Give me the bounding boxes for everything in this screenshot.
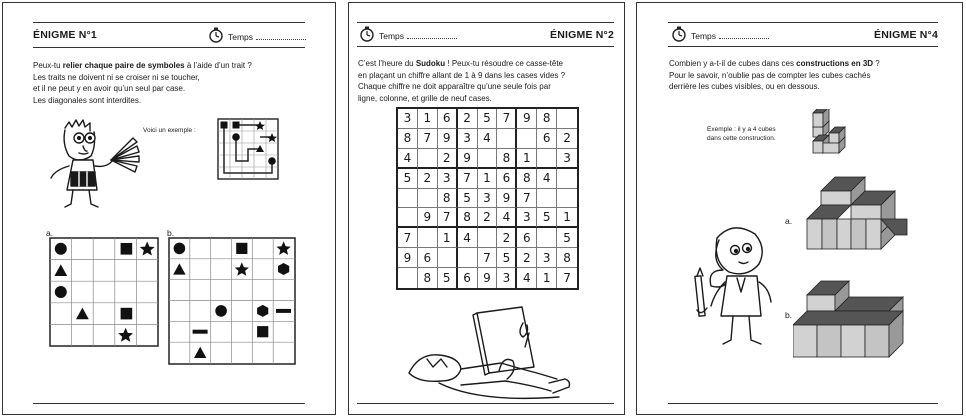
puzzle-grid-a bbox=[49, 237, 159, 347]
example-cubes bbox=[807, 109, 857, 157]
sudoku-cell[interactable]: 7 bbox=[418, 129, 438, 149]
rule-line-2: et il ne peut y en avoir qu’un seul par case. bbox=[33, 84, 186, 93]
sudoku-cell[interactable]: 3 bbox=[557, 149, 577, 169]
sudoku-cell[interactable] bbox=[537, 228, 557, 248]
sudoku-cell[interactable]: 7 bbox=[497, 109, 517, 129]
sudoku-cell[interactable]: 6 bbox=[537, 129, 557, 149]
page-title: ÉNIGME N°2 bbox=[550, 29, 614, 41]
instructions bbox=[358, 58, 620, 104]
temps-label: Temps bbox=[691, 31, 717, 41]
sudoku-cell[interactable] bbox=[418, 189, 438, 209]
sudoku-cell[interactable]: 8 bbox=[537, 109, 557, 129]
footer-rule bbox=[668, 403, 938, 404]
sudoku-cell[interactable] bbox=[478, 228, 498, 248]
sudoku-cell[interactable]: 7 bbox=[517, 189, 537, 209]
stopwatch-icon bbox=[207, 26, 225, 44]
puzzle-grid-b bbox=[168, 237, 296, 365]
boy-with-fan-illustration bbox=[43, 116, 148, 211]
construction-b-label: b. bbox=[785, 310, 793, 320]
sudoku-cell[interactable]: 3 bbox=[398, 109, 418, 129]
sudoku-cell[interactable]: 7 bbox=[458, 169, 478, 189]
sudoku-cell[interactable]: 8 bbox=[438, 189, 458, 209]
sudoku-cell[interactable] bbox=[398, 268, 418, 288]
sudoku-cell[interactable]: 8 bbox=[458, 208, 478, 228]
sudoku-cell[interactable]: 9 bbox=[418, 208, 438, 228]
header-rule bbox=[357, 22, 614, 23]
enigme-2-page bbox=[348, 2, 625, 415]
sudoku-cell[interactable]: 4 bbox=[398, 149, 418, 169]
sudoku-cell[interactable]: 3 bbox=[438, 169, 458, 189]
sudoku-cell[interactable] bbox=[537, 189, 557, 209]
temps-dotted-line bbox=[256, 31, 306, 40]
sudoku-cell[interactable]: 3 bbox=[497, 268, 517, 288]
intro-text-bold: relier chaque paire de symboles bbox=[62, 61, 185, 70]
sudoku-cell[interactable] bbox=[398, 208, 418, 228]
sudoku-cell[interactable]: 6 bbox=[438, 109, 458, 129]
cube-construction-b bbox=[793, 273, 923, 363]
sudoku-cell[interactable]: 7 bbox=[438, 208, 458, 228]
sudoku-cell[interactable]: 8 bbox=[418, 268, 438, 288]
sudoku-cell[interactable]: 1 bbox=[557, 208, 577, 228]
sudoku-cell[interactable]: 5 bbox=[398, 169, 418, 189]
rule-line-1: en plaçant un chiffre allant de 1 à 9 dans les cases vides ? bbox=[358, 70, 566, 80]
sudoku-cell[interactable] bbox=[398, 189, 418, 209]
rule-line-1: Les traits ne doivent ni se croiser ni se toucher, bbox=[33, 72, 200, 82]
sudoku-cell[interactable] bbox=[517, 129, 537, 149]
temps-label: Temps bbox=[379, 31, 405, 41]
construction-a-label: a. bbox=[785, 216, 793, 226]
intro-text-bold: constructions en 3D bbox=[796, 59, 874, 68]
sudoku-cell[interactable]: 1 bbox=[418, 109, 438, 129]
sudoku-cell[interactable]: 5 bbox=[557, 228, 577, 248]
sudoku-cell[interactable]: 6 bbox=[458, 268, 478, 288]
sudoku-cell[interactable]: 2 bbox=[478, 208, 498, 228]
example-label: Voici un exemple : bbox=[143, 127, 196, 134]
rule-line-1: Pour le savoir, n’oublie pas de compter les cubes cachés bbox=[669, 70, 871, 80]
sudoku-cell[interactable]: 4 bbox=[497, 208, 517, 228]
sudoku-cell[interactable] bbox=[418, 228, 438, 248]
sudoku-cell[interactable]: 9 bbox=[478, 268, 498, 288]
example-caption-line-2: dans cette construction. bbox=[707, 135, 776, 142]
cube-construction-a bbox=[799, 173, 919, 263]
header-rule bbox=[668, 46, 938, 47]
sudoku-cell[interactable]: 1 bbox=[537, 268, 557, 288]
sudoku-cell[interactable] bbox=[557, 169, 577, 189]
page-title: ÉNIGME N°1 bbox=[33, 29, 97, 41]
sudoku-cell[interactable]: 7 bbox=[563, 271, 571, 286]
sudoku-cell[interactable]: 2 bbox=[517, 248, 537, 268]
sudoku-cell[interactable]: 4 bbox=[537, 169, 557, 189]
temps-label: Temps bbox=[228, 32, 254, 42]
temps-field bbox=[228, 31, 306, 42]
intro-text-pre: C’est l’heure du bbox=[358, 59, 416, 68]
sudoku-cell[interactable]: 4 bbox=[458, 228, 478, 248]
sudoku-cell[interactable]: 2 bbox=[458, 109, 478, 129]
stopwatch-icon bbox=[670, 25, 688, 43]
sudoku-cell[interactable] bbox=[458, 248, 478, 268]
intro-text-post: ! Peux-tu résoudre ce casse-tête bbox=[445, 59, 563, 68]
sudoku-cell[interactable]: 2 bbox=[438, 149, 458, 169]
sudoku-cell[interactable]: 1 bbox=[478, 169, 498, 189]
sudoku-cell[interactable]: 3 bbox=[537, 248, 557, 268]
enigme-4-page bbox=[636, 2, 963, 415]
sudoku-cell[interactable] bbox=[557, 189, 577, 209]
sudoku-cell[interactable]: 4 bbox=[517, 268, 537, 288]
sudoku-cell[interactable]: 6 bbox=[517, 228, 537, 248]
sudoku-cell[interactable]: 5 bbox=[497, 248, 517, 268]
rule-line-3: ligne, colonne, et grille de neuf cases. bbox=[358, 93, 492, 103]
intro-text-bold: Sudoku bbox=[415, 59, 446, 68]
intro-text-pre: Peux-tu bbox=[33, 61, 63, 70]
header-rule bbox=[357, 46, 614, 47]
intro-text-pre: Combien y a-t-il de cubes dans ces bbox=[669, 59, 797, 68]
sudoku-cell[interactable]: 6 bbox=[418, 248, 438, 268]
sudoku-cell[interactable]: 2 bbox=[418, 169, 438, 189]
sudoku-cell[interactable] bbox=[537, 149, 557, 169]
sudoku-cell[interactable] bbox=[438, 248, 458, 268]
rule-line-2: derrière les cubes visibles, ou en dessous. bbox=[669, 82, 820, 91]
sudoku-cell[interactable]: 5 bbox=[537, 208, 557, 228]
example-grid bbox=[217, 118, 279, 180]
sudoku-cell[interactable] bbox=[478, 149, 498, 169]
sudoku-cell[interactable]: 7 bbox=[478, 248, 498, 268]
intro-text-post: à l’aide d’un trait ? bbox=[184, 61, 252, 70]
sudoku-cell[interactable]: 4 bbox=[478, 129, 498, 149]
sudoku-cell[interactable]: 3 bbox=[478, 189, 498, 209]
sudoku-cell[interactable]: 5 bbox=[438, 268, 458, 288]
temps-dotted-line bbox=[407, 30, 457, 39]
example-caption bbox=[707, 125, 776, 143]
footer-rule bbox=[357, 403, 614, 404]
sudoku-cell[interactable]: 8 bbox=[557, 248, 577, 268]
intro-text-post: ? bbox=[873, 59, 880, 68]
sudoku-cell[interactable] bbox=[497, 129, 517, 149]
sudoku-cell[interactable]: 8 bbox=[398, 129, 418, 149]
sudoku-cell[interactable]: 2 bbox=[497, 228, 517, 248]
header-rule bbox=[33, 47, 305, 48]
sudoku-cell[interactable]: 9 bbox=[458, 149, 478, 169]
sudoku-cell[interactable]: 6 bbox=[497, 169, 517, 189]
rule-line-3: Les diagonales sont interdites. bbox=[33, 95, 142, 105]
stopwatch-icon bbox=[358, 25, 376, 43]
header-rule bbox=[33, 22, 305, 23]
sudoku-cell[interactable]: 3 bbox=[517, 208, 537, 228]
sudoku-cell[interactable]: 5 bbox=[478, 109, 498, 129]
enigme-1-page bbox=[2, 2, 336, 415]
rule-line-2: Chaque chiffre ne doit apparaître qu’une seule fois par bbox=[358, 82, 551, 91]
temps-field bbox=[691, 30, 769, 41]
sleeping-boy-illustration bbox=[399, 303, 579, 408]
instructions bbox=[669, 58, 949, 93]
instructions bbox=[33, 60, 323, 106]
sudoku-cell[interactable]: 1 bbox=[517, 149, 537, 169]
temps-field bbox=[379, 30, 457, 41]
grid-b-label: b. bbox=[167, 228, 175, 238]
sudoku-cell[interactable]: 9 bbox=[438, 129, 458, 149]
sudoku-cell[interactable]: 2 bbox=[557, 129, 577, 149]
sudoku-cell[interactable]: 5 bbox=[458, 189, 478, 209]
grid-a-label: a. bbox=[46, 228, 54, 238]
footer-rule bbox=[33, 403, 305, 404]
sudoku-cell[interactable]: 1 bbox=[438, 228, 458, 248]
sudoku-cell[interactable]: 8 bbox=[517, 169, 537, 189]
page-title: ÉNIGME N°4 bbox=[874, 29, 938, 41]
sudoku-cell[interactable]: 7 bbox=[398, 228, 418, 248]
sudoku-cell[interactable] bbox=[557, 109, 577, 129]
sudoku-cell[interactable]: 3 bbox=[458, 129, 478, 149]
sudoku-cell[interactable]: 9 bbox=[517, 109, 537, 129]
temps-dotted-line bbox=[719, 30, 769, 39]
example-caption-line-1: Exemple : il y a 4 cubes bbox=[707, 126, 776, 133]
sudoku-cell[interactable]: 9 bbox=[497, 189, 517, 209]
sudoku-cell[interactable] bbox=[418, 149, 438, 169]
header-rule bbox=[668, 22, 938, 23]
sudoku-grid bbox=[396, 107, 579, 290]
sudoku-cell[interactable]: 8 bbox=[497, 149, 517, 169]
girl-with-pencil-illustration bbox=[677, 218, 787, 358]
sudoku-cell[interactable]: 9 bbox=[398, 248, 418, 268]
